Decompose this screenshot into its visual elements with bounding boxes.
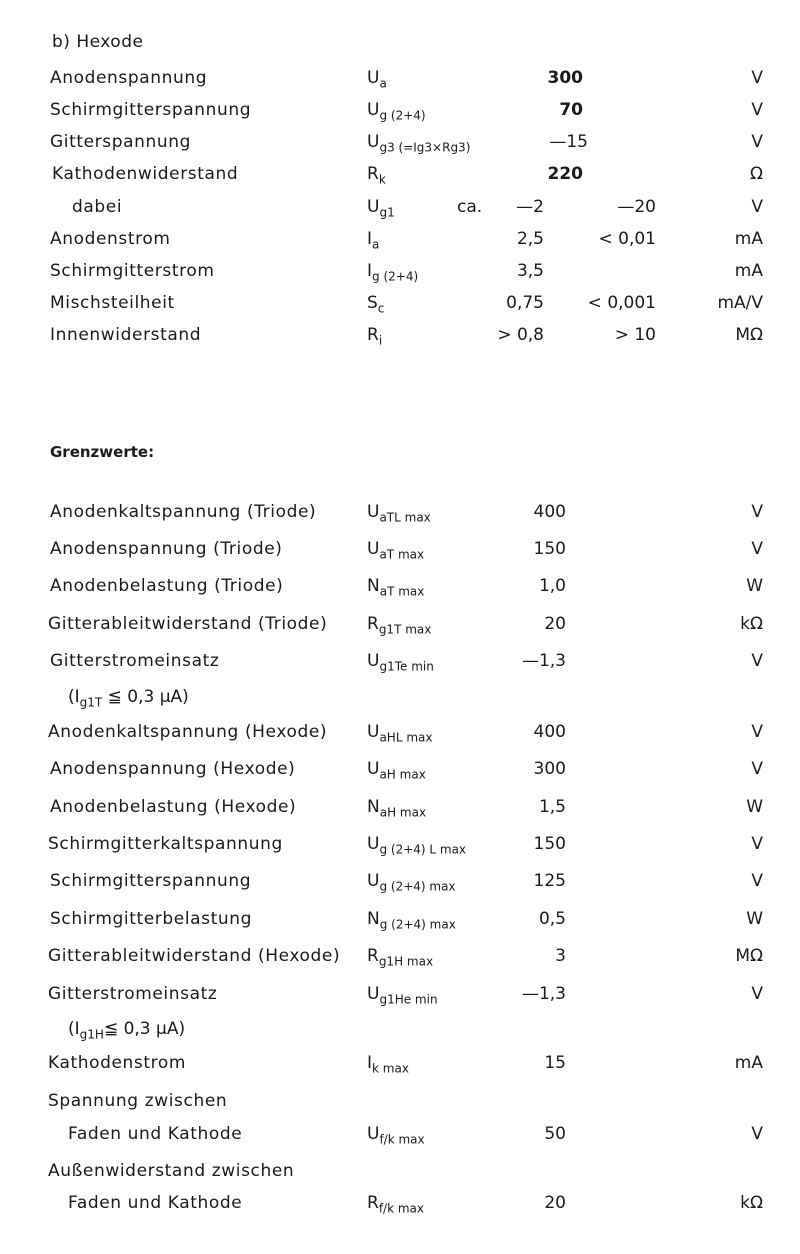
symbol-letter: I	[367, 229, 373, 249]
row-label: Kathodenstrom	[48, 1053, 187, 1073]
hexode-row	[0, 68, 800, 92]
symbol-subscript: g (2+4)	[379, 108, 426, 123]
row-value: 300	[547, 68, 583, 88]
symbol-letter: R	[367, 325, 379, 345]
row-label: Anodenspannung (Triode)	[50, 539, 283, 559]
grenzwerte-row	[0, 871, 800, 895]
row-label: Anodenspannung	[50, 68, 208, 88]
row-label: Gitterableitwiderstand (Triode)	[48, 614, 328, 634]
row-label: Schirmgitterspannung	[50, 871, 252, 891]
row-value-alt: < 0,001	[587, 293, 656, 313]
row-label: Gitterstromeinsatz	[50, 651, 220, 671]
row-symbol	[367, 325, 382, 347]
row-label: Anodenkaltspannung (Triode)	[50, 502, 317, 522]
row-label: Schirmgitterkaltspannung	[48, 834, 283, 854]
symbol-letter: R	[367, 164, 379, 184]
symbol-letter: I	[367, 261, 373, 281]
row-label: Gitterstromeinsatz	[48, 984, 218, 1004]
row-unit: mA	[734, 261, 763, 281]
row-symbol	[367, 946, 433, 968]
symbol-letter: U	[367, 68, 380, 88]
row-label: Außenwiderstand zwischen	[48, 1161, 295, 1181]
row-unit: W	[746, 909, 763, 929]
grenzwerte-row	[0, 614, 800, 638]
row-label: Schirmgitterspannung	[50, 100, 252, 120]
row-unit: V	[751, 1124, 763, 1144]
row-symbol	[367, 871, 456, 893]
row-symbol	[367, 909, 456, 931]
row-value-alt: < 0,01	[598, 229, 656, 249]
symbol-subscript: aH max	[379, 805, 427, 820]
row-unit: mA	[734, 1053, 763, 1073]
row-unit: V	[751, 834, 763, 854]
row-unit: kΩ	[740, 1193, 763, 1213]
symbol-subscript: i	[378, 333, 383, 348]
row-value: —2	[516, 197, 544, 217]
symbol-subscript: aHL max	[379, 730, 433, 745]
row-value: 150	[533, 834, 566, 854]
row-symbol	[367, 100, 426, 122]
row-value: 400	[533, 502, 566, 522]
symbol-subscript: k max	[372, 1061, 409, 1076]
grenzwerte-row	[0, 1053, 800, 1077]
symbol-subscript: aT max	[379, 547, 425, 562]
grenzwerte-row	[0, 797, 800, 821]
symbol-subscript: g (2+4) max	[379, 879, 456, 894]
row-symbol	[367, 834, 466, 856]
row-value: 220	[547, 164, 583, 184]
row-label: Anodenbelastung (Hexode)	[50, 797, 297, 817]
section-title-hexode: b) Hexode	[52, 32, 144, 52]
row-value: —1,3	[521, 984, 566, 1004]
grenzwerte-row	[0, 722, 800, 746]
symbol-letter: N	[367, 909, 380, 929]
symbol-letter: I	[367, 1053, 373, 1073]
row-unit: Ω	[750, 164, 763, 184]
row-value: 70	[559, 100, 583, 120]
grenzwerte-row	[0, 1161, 800, 1185]
row-value: 300	[533, 759, 566, 779]
row-label: Anodenspannung (Hexode)	[50, 759, 296, 779]
row-symbol	[367, 164, 386, 186]
symbol-subscript: aT max	[379, 584, 425, 599]
row-unit: V	[751, 651, 763, 671]
row-value: 125	[533, 871, 566, 891]
symbol-letter: U	[367, 651, 380, 671]
approx-label: ca.	[457, 197, 483, 217]
grenzwerte-row	[0, 1193, 800, 1217]
hexode-row	[0, 293, 800, 317]
symbol-letter: U	[367, 834, 380, 854]
hexode-row	[0, 325, 800, 349]
symbol-letter: U	[367, 197, 380, 217]
symbol-subscript: f/k max	[378, 1201, 424, 1216]
symbol-subscript: aH max	[379, 767, 426, 782]
row-unit: V	[751, 871, 763, 891]
row-symbol	[367, 1124, 425, 1146]
grenzwerte-row	[0, 539, 800, 563]
note-triode-grid-current: ($I_{g1T}$ ≦ 0,3 μA)	[68, 687, 189, 710]
symbol-subscript: g1Te min	[379, 659, 434, 674]
symbol-letter: N	[367, 576, 380, 596]
row-value: 400	[533, 722, 566, 742]
hexode-row	[0, 229, 800, 253]
row-label: Anodenstrom	[50, 229, 171, 249]
grenzwerte-row	[0, 946, 800, 970]
row-value: 0,75	[506, 293, 544, 313]
row-unit: V	[751, 502, 763, 522]
row-symbol	[367, 1193, 424, 1215]
row-symbol	[367, 722, 432, 744]
grenzwerte-row	[0, 834, 800, 858]
section-title-grenzwerte: Grenzwerte:	[50, 443, 155, 461]
symbol-letter: R	[367, 946, 379, 966]
row-unit: mA/V	[717, 293, 763, 313]
row-label: Spannung zwischen	[48, 1091, 228, 1111]
row-symbol	[367, 984, 438, 1006]
row-value: 3,5	[516, 261, 544, 281]
grenzwerte-row	[0, 759, 800, 783]
grenzwerte-row	[0, 651, 800, 675]
row-symbol	[367, 759, 426, 781]
row-symbol	[367, 132, 470, 154]
row-unit: mA	[734, 229, 763, 249]
row-value: 1,5	[538, 797, 566, 817]
symbol-letter: N	[367, 797, 380, 817]
row-symbol	[367, 651, 434, 673]
symbol-subscript: g (2+4) max	[379, 917, 456, 932]
row-unit: MΩ	[735, 946, 763, 966]
symbol-subscript: k	[378, 172, 386, 187]
symbol-letter: R	[367, 614, 379, 634]
row-symbol	[367, 797, 426, 819]
symbol-subscript: g3 (=Ig3×Rg3)	[379, 140, 471, 155]
row-symbol	[367, 229, 379, 251]
row-label: Faden und Kathode	[68, 1124, 243, 1144]
row-symbol	[367, 197, 395, 219]
symbol-letter: U	[367, 759, 380, 779]
row-unit: V	[751, 722, 763, 742]
row-value-alt: > 10	[614, 325, 656, 345]
row-label: Schirmgitterstrom	[50, 261, 215, 281]
row-unit: V	[751, 197, 763, 217]
row-symbol	[367, 576, 424, 598]
row-unit: V	[751, 759, 763, 779]
row-value-alt: —20	[617, 197, 656, 217]
row-value: 15	[544, 1053, 566, 1073]
grenzwerte-row	[0, 909, 800, 933]
row-label: Anodenbelastung (Triode)	[50, 576, 284, 596]
row-label: Anodenkaltspannung (Hexode)	[48, 722, 328, 742]
row-label: Innenwiderstand	[50, 325, 202, 345]
symbol-letter: U	[367, 1124, 380, 1144]
row-label: Mischsteilheit	[50, 293, 175, 313]
row-value: > 0,8	[497, 325, 544, 345]
row-unit: V	[751, 539, 763, 559]
row-label: Schirmgitterbelastung	[50, 909, 253, 929]
symbol-subscript: a	[372, 237, 380, 252]
row-value: —1,3	[521, 651, 566, 671]
row-unit: V	[751, 100, 763, 120]
symbol-letter: U	[367, 539, 380, 559]
row-value: 1,0	[538, 576, 566, 596]
symbol-subscript: g1T max	[378, 622, 432, 637]
symbol-letter: U	[367, 984, 380, 1004]
symbol-letter: U	[367, 871, 380, 891]
row-unit: V	[751, 132, 763, 152]
row-unit: MΩ	[735, 325, 763, 345]
row-symbol	[367, 539, 424, 561]
row-label: Kathodenwiderstand	[52, 164, 239, 184]
grenzwerte-row	[0, 576, 800, 600]
hexode-row	[0, 100, 800, 124]
symbol-subscript: g1H max	[378, 954, 434, 969]
symbol-letter: S	[367, 293, 378, 313]
row-label: Gitterableitwiderstand (Hexode)	[48, 946, 341, 966]
grenzwerte-row	[0, 502, 800, 526]
row-symbol	[367, 1053, 409, 1075]
symbol-letter: R	[367, 1193, 379, 1213]
row-value: 20	[544, 614, 566, 634]
row-symbol	[367, 261, 418, 283]
note-hexode-grid-current: ($I_{g1H}≦$ 0,3 μA)	[68, 1019, 186, 1042]
symbol-subscript: a	[379, 76, 387, 91]
hexode-row	[0, 197, 800, 221]
hexode-row	[0, 132, 800, 156]
row-symbol	[367, 614, 431, 636]
row-value: 0,5	[538, 909, 566, 929]
row-unit: W	[746, 797, 763, 817]
row-unit: kΩ	[740, 614, 763, 634]
row-value: 20	[544, 1193, 566, 1213]
symbol-subscript: g1	[379, 205, 395, 220]
row-unit: V	[751, 68, 763, 88]
symbol-letter: U	[367, 100, 380, 120]
row-unit: W	[746, 576, 763, 596]
row-symbol	[367, 293, 384, 315]
row-symbol	[367, 502, 431, 524]
symbol-subscript: f/k max	[379, 1132, 425, 1147]
row-unit: V	[751, 984, 763, 1004]
row-label: Faden und Kathode	[68, 1193, 243, 1213]
row-value: 50	[544, 1124, 566, 1144]
row-label: Gitterspannung	[50, 132, 192, 152]
row-value: —15	[549, 132, 588, 152]
symbol-letter: U	[367, 502, 380, 522]
grenzwerte-row	[0, 984, 800, 1008]
symbol-subscript: g (2+4)	[372, 269, 419, 284]
symbol-subscript: g1He min	[379, 992, 438, 1007]
row-symbol	[367, 68, 387, 90]
symbol-subscript: aTL max	[379, 510, 431, 525]
grenzwerte-row	[0, 1124, 800, 1148]
row-value: 3	[555, 946, 566, 966]
symbol-letter: U	[367, 132, 380, 152]
symbol-subscript: g (2+4) L max	[379, 842, 467, 857]
hexode-row	[0, 261, 800, 285]
row-label: dabei	[72, 197, 123, 217]
hexode-row	[0, 164, 800, 188]
row-value: 150	[533, 539, 566, 559]
symbol-subscript: c	[377, 301, 385, 316]
row-value: 2,5	[516, 229, 544, 249]
grenzwerte-row	[0, 1091, 800, 1115]
symbol-letter: U	[367, 722, 380, 742]
